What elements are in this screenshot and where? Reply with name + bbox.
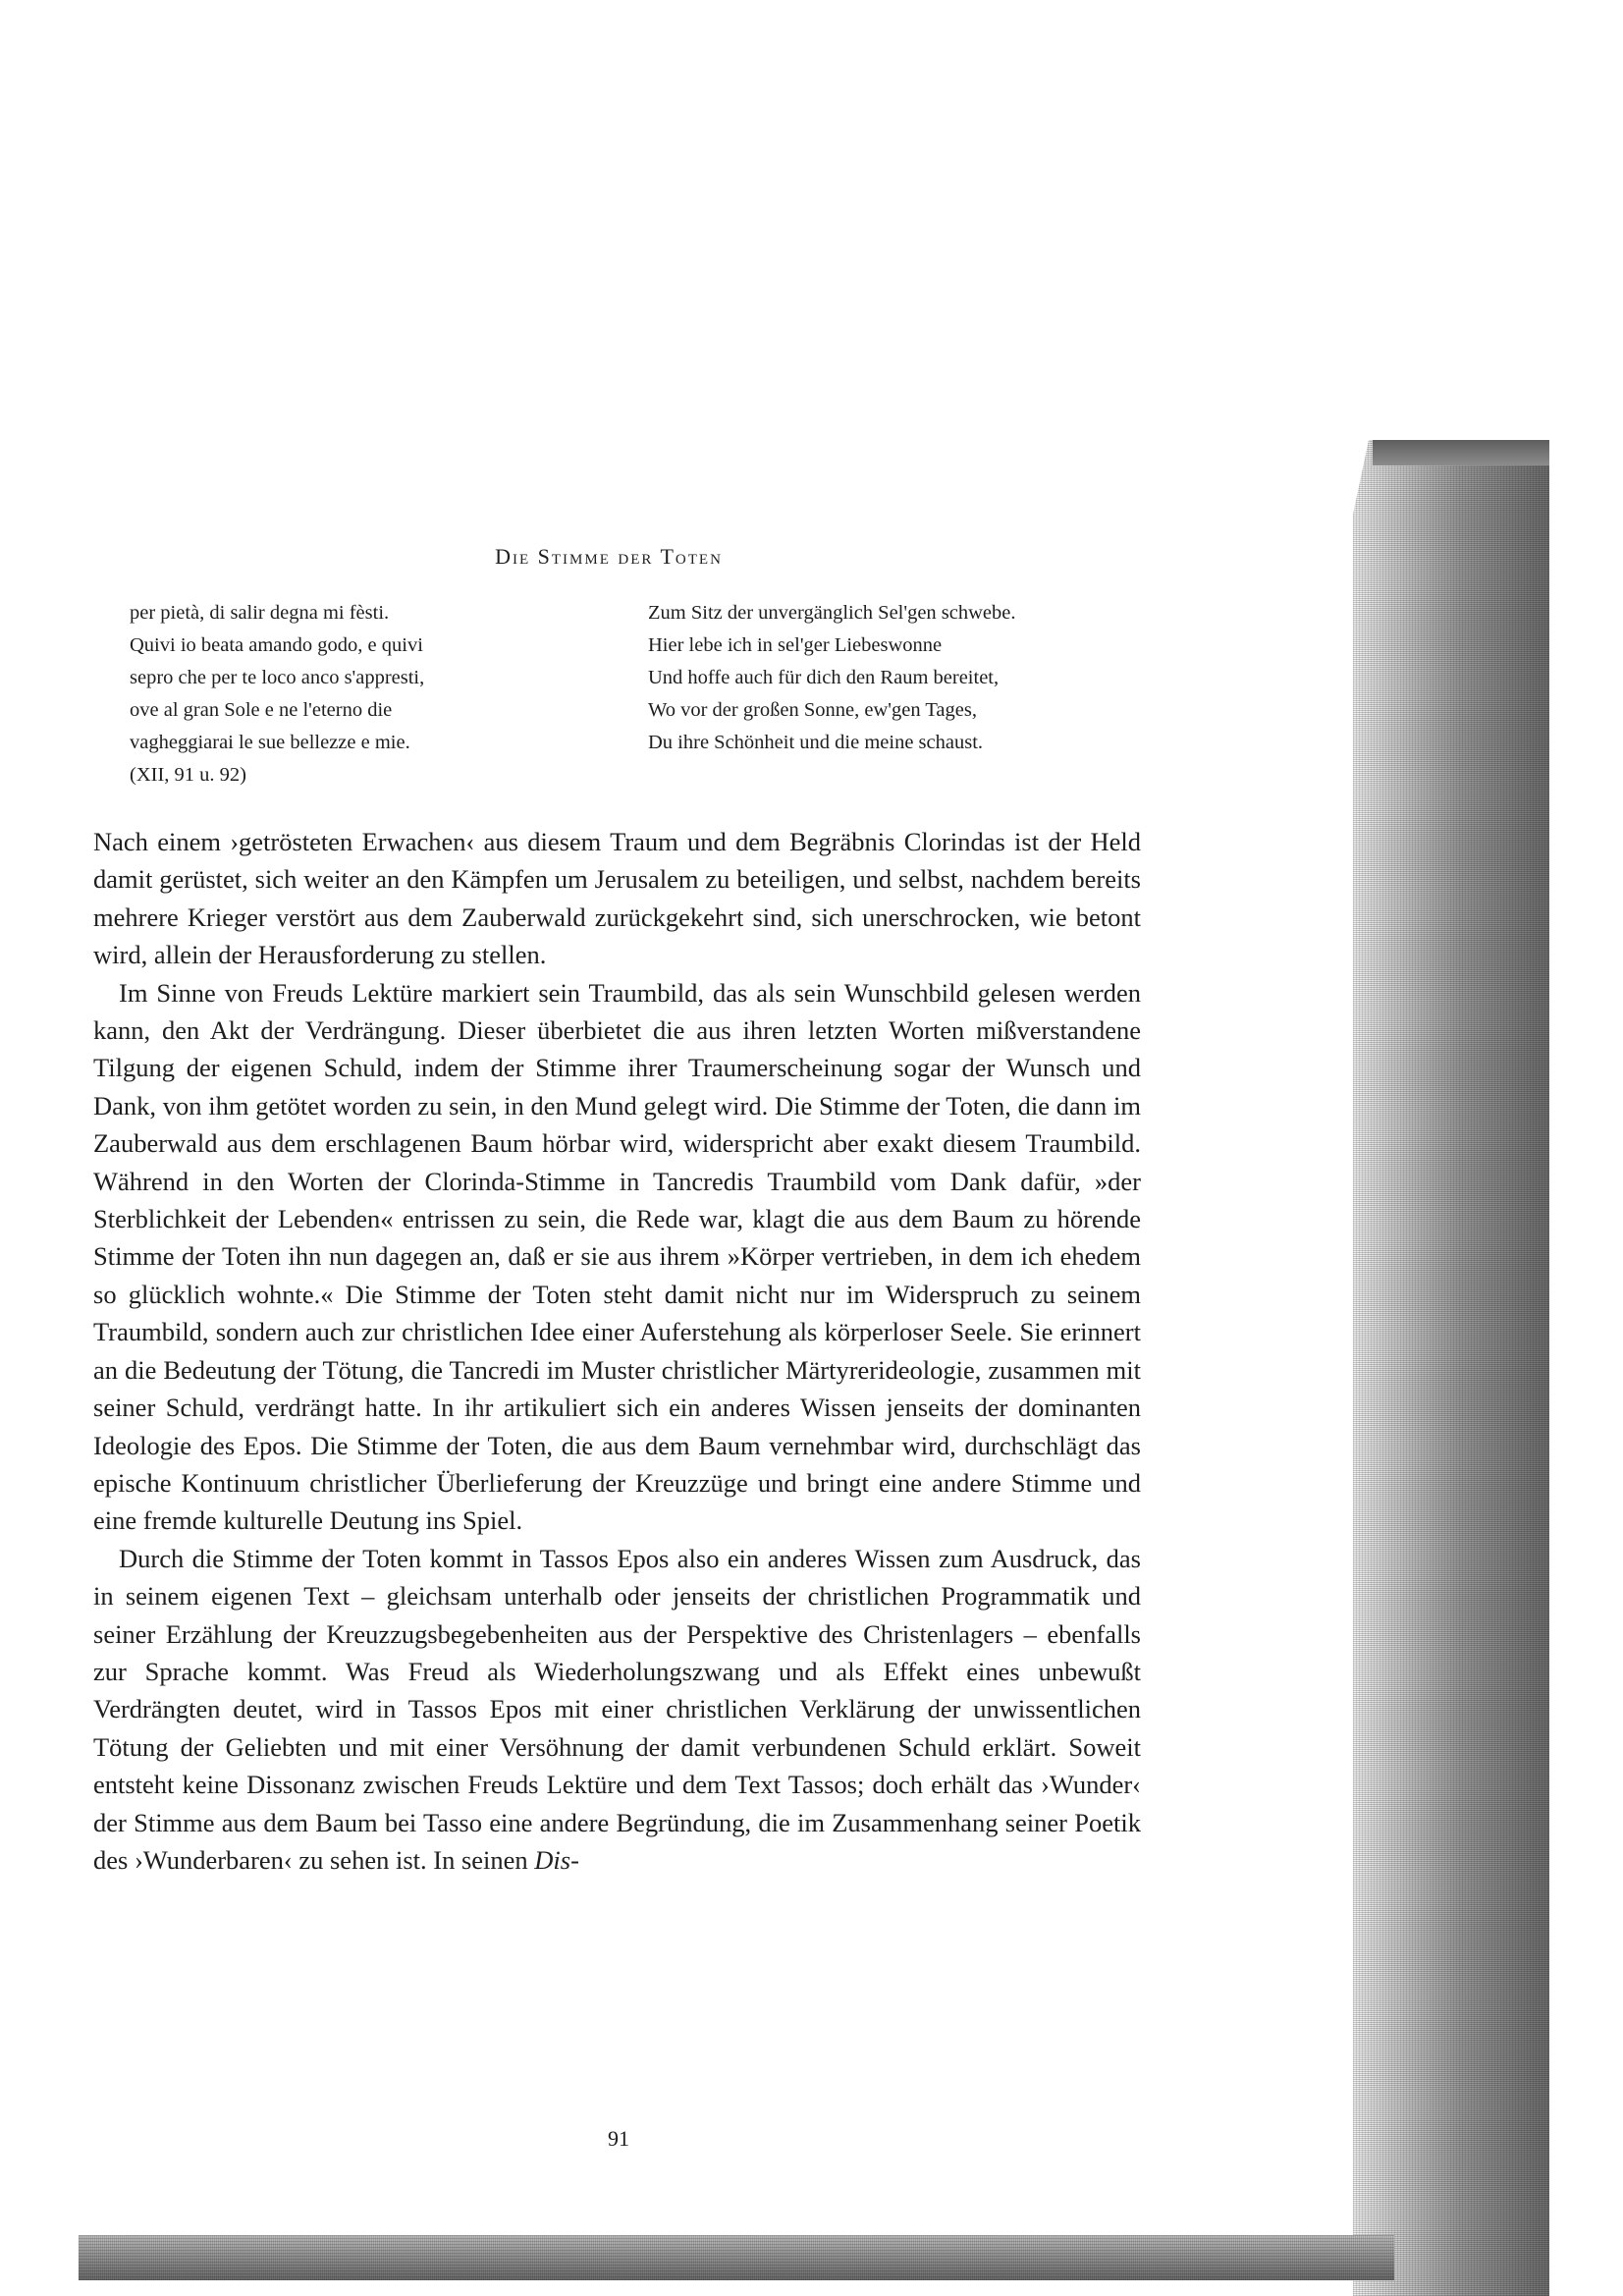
poem-line: Hier lebe ich in sel'ger Liebeswonne — [648, 634, 943, 656]
poem-line: sepro che per te loco anco s'appresti, — [130, 667, 425, 688]
poem-line: Du ihre Schönheit und die meine schaust. — [648, 732, 984, 753]
italic-word: Dis- — [534, 1844, 579, 1875]
book-edge-scan — [1353, 440, 1549, 2296]
poem-italian-column — [130, 597, 424, 792]
poem-line: Und hoffe auch für dich den Raum bereitet, — [648, 667, 1000, 688]
page-number: 91 — [608, 2126, 629, 2151]
poem-line: Wo vor der großen Sonne, ew'gen Tages, — [648, 699, 977, 721]
poem-german-column — [648, 597, 1016, 759]
poem-citation: (XII, 91 u. 92) — [130, 764, 246, 786]
poem-line: Quivi io beata amando godo, e quivi — [130, 634, 423, 656]
body-text — [93, 823, 1141, 1879]
poem-line: vagheggiarai le sue bellezze e mie. — [130, 732, 410, 753]
poem-line: per pietà, di salir degna mi fèsti. — [130, 602, 390, 624]
book-edge-top-scan — [1373, 440, 1549, 465]
running-head: Die Stimme der Toten — [495, 544, 723, 569]
book-bottom-edge-scan — [79, 2235, 1394, 2280]
paragraph: Nach einem ›getrösteten Erwachen‹ aus diesem Traum und dem Begräbnis Clorindas ist der Held damit gerüstet, sich weiter an den Kämpfen um Jerusalem zu beteiligen, und selbst, nachdem bereits mehrere Krieger verstört aus dem Zauberwald zurückgekehrt sind, sich unerschrocken, wie betont wird, allein der Herausforderung zu stellen. — [93, 827, 1141, 970]
poem-line: ove al gran Sole e ne l'eterno die — [130, 699, 393, 721]
paragraph: Im Sinne von Freuds Lektüre markiert sein Traumbild, das als sein Wunschbild gelesen werden kann, den Akt der Verdrängung. Dieser überbietet die aus ihren letzten Worten mißverstandene Tilgung der eigenen Schuld, indem der Stimme ihrer Traumerscheinung sogar der Wunsch und Dank, von ihm getötet worden zu sein, in den Mund gelegt wird. Die Stimme der Toten, die dann im Zauberwald aus dem erschlagenen Baum hörbar wird, widerspricht aber exakt diesem Traumbild. Während in den Worten der Clorinda-Stimme in Tancredis Traumbild vom Dank dafür, »der Sterblichkeit der Lebenden« entrissen zu sein, die Rede war, klagt die aus dem Baum zu hörende Stimme der Toten ihn nun dagegen an, daß er sie aus ihrem »Körper vertrieben, in dem ich ehedem so glücklich wohnte.« Die Stimme der Toten steht damit nicht nur im Widerspruch zu seinem Traumbild, sondern auch zur christlichen Idee einer Auferstehung als körperloser Seele. Sie erinnert an die Bedeutung der Tötung, die Tancredi im Muster christlicher Märtyrerideologie, zusammen mit seiner Schuld, verdrängt hatte. In ihr artikuliert sich ein anderes Wissen jenseits der dominanten Ideologie des Epos. Die Stimme der Toten, die aus dem Baum vernehmbar wird, durchschlägt das epische Kontinuum christlicher Überlieferung der Kreuzzüge und bringt eine andere Stimme und eine fremde kulturelle Deutung ins Spiel. — [93, 977, 1141, 1536]
paragraph-text: Durch die Stimme der Toten kommt in Tassos Epos also ein anderes Wissen zum Ausdruck, das in seinem eigenen Text – gleichsam unterhalb oder jenseits der christlichen Programmatik und seiner Erzählung der Kreuzzugsbegebenheiten aus der Perspektive des Christenlagers – ebenfalls zur Sprache kommt. Was Freud als Wiederholungszwang und als Effekt eines unbewußt Verdrängten deutet, wird in Tassos Epos mit einer christlichen Verklärung der unwissentlichen Tötung der Geliebten und mit einer Versöhnung der damit verbundenen Schuld erklärt. Soweit entsteht keine Dissonanz zwischen Freuds Lektüre und dem Text Tassos; doch erhält das ›Wunder‹ der Stimme aus dem Baum bei Tasso eine andere Begründung, die im Zusammenhang seiner Poetik des ›Wunderbaren‹ zu sehen ist. In seinen — [93, 1543, 1141, 1875]
paragraph — [93, 1540, 1141, 1880]
poem-line: Zum Sitz der unvergänglich Sel'gen schwebe. — [648, 602, 1016, 624]
